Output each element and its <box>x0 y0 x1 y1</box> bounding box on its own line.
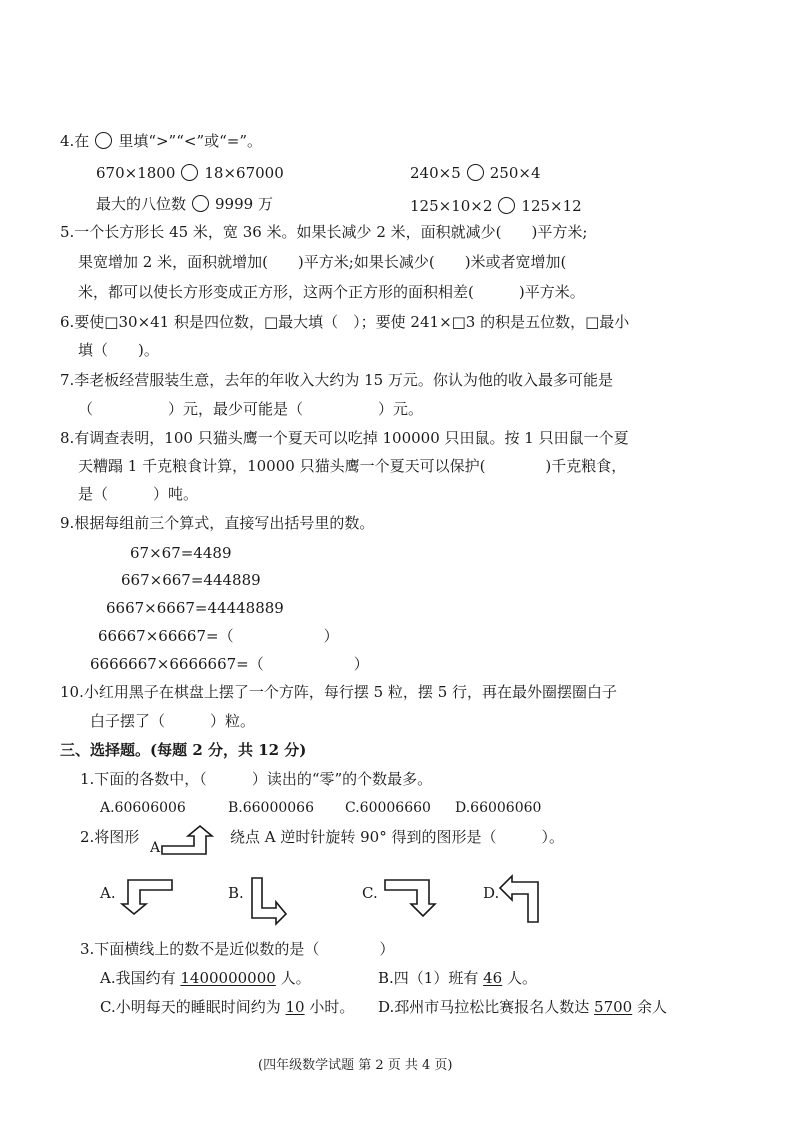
q4-title: 4.在 里填“>”“<”或“=”。 <box>60 132 263 150</box>
choice2-option-b-label[interactable]: B. <box>228 884 244 902</box>
q7-line2: （ ）元，最少可能是（ ）元。 <box>78 400 424 418</box>
q8-line2: 天糟蹋 1 千克粮食计算，10000 只猫头鹰一个夏天可以保护( )千克粮食， <box>78 457 627 475</box>
compare-circle[interactable] <box>95 132 112 149</box>
q10-line2: 白子摆了（ ）粒。 <box>90 712 256 730</box>
q8-line1: 8.有调查表明，100 只猫头鹰一个夏天可以吃掉 100000 只田鼠。按 1 只田鼠一个夏 <box>60 429 629 447</box>
option-a-arrow-shape[interactable] <box>122 878 174 916</box>
q9-eq4: 66667×66667=（ ） <box>98 627 339 645</box>
choice3-option-d[interactable]: D.邳州市马拉松比赛报名人数达 5700 余人 <box>378 998 667 1016</box>
compare-circle[interactable] <box>498 197 515 214</box>
section3-heading: 三、选择题。(每题 2 分，共 12 分) <box>60 741 307 759</box>
choice1-option-b[interactable]: B.66000066 <box>228 800 314 816</box>
choice2-stem-a: 2.将图形 <box>80 828 140 846</box>
choice1-stem: 1.下面的各数中，（ ）读出的“零”的个数最多。 <box>80 770 433 788</box>
q9-eq2: 667×667=444889 <box>121 571 261 589</box>
q5-line3: 米，都可以使长方形变成正方形，这两个正方形的面积相差( )平方米。 <box>78 283 585 301</box>
q6-line1: 6.要使□30×41 积是四位数，□最大填（ ）；要使 241×□3 的积是五位数，□最小 <box>60 313 630 331</box>
q9-eq5: 6666667×6666667=（ ） <box>90 655 369 673</box>
compare-circle[interactable] <box>467 164 484 181</box>
choice3-option-b[interactable]: B.四（1）班有 46 人。 <box>378 969 537 987</box>
choice1-option-a[interactable]: A.60606006 <box>100 800 186 816</box>
q5-line1: 5.一个长方形长 45 米，宽 36 米。如果长减少 2 米，面积就减少( )平方米; <box>60 223 588 241</box>
option-b-arrow-shape[interactable] <box>250 876 288 924</box>
original-arrow-shape <box>160 826 212 858</box>
q4-row1-left: 670×1800 18×67000 <box>96 164 284 182</box>
q4-row1-right: 240×5 250×4 <box>410 164 541 182</box>
option-d-arrow-shape[interactable] <box>500 876 540 924</box>
compare-circle[interactable] <box>181 164 198 181</box>
q6-line2: 填（ )。 <box>78 341 159 359</box>
q5-line2: 果宽增加 2 米，面积就增加( )平方米;如果长减少( )米或者宽增加( <box>78 253 567 271</box>
q7-line1: 7.李老板经营服装生意，去年的年收入大约为 15 万元。你认为他的收入最多可能是 <box>60 371 613 389</box>
q4-row2-left: 最大的八位数 9999 万 <box>96 195 273 213</box>
q9-eq1: 67×67=4489 <box>130 544 232 562</box>
choice1-option-c[interactable]: C.60006660 <box>345 800 431 816</box>
choice2-option-d-label[interactable]: D. <box>483 884 500 902</box>
choice1-option-d[interactable]: D.66006060 <box>455 800 542 816</box>
choice2-stem-b: 绕点 A 逆时针旋转 90° 得到的图形是（ ）。 <box>230 828 564 846</box>
q9-eq3: 6667×6667=44448889 <box>106 599 284 617</box>
q4-row2-right: 125×10×2 125×12 <box>410 197 582 215</box>
option-c-arrow-shape[interactable] <box>385 878 435 918</box>
q9-title: 9.根据每组前三个算式，直接写出括号里的数。 <box>60 514 375 532</box>
page-footer: (四年级数学试题 第 2 页 共 4 页) <box>258 1058 453 1073</box>
choice3-stem: 3.下面横线上的数不是近似数的是（ ） <box>80 940 395 958</box>
choice3-option-a[interactable]: A.我国约有 1400000000 人。 <box>100 969 311 987</box>
choice3-option-c[interactable]: C.小明每天的睡眠时间约为 10 小时。 <box>100 998 355 1016</box>
choice2-option-c-label[interactable]: C. <box>362 884 378 902</box>
q10-line1: 10.小红用黑子在棋盘上摆了一个方阵，每行摆 5 粒，摆 5 行，再在最外圈摆圈白子 <box>60 683 618 701</box>
q8-line3: 是（ ）吨。 <box>78 485 199 503</box>
compare-circle[interactable] <box>192 195 209 212</box>
rotation-point-label: A <box>150 840 161 856</box>
choice2-option-a-label[interactable]: A. <box>100 884 116 902</box>
